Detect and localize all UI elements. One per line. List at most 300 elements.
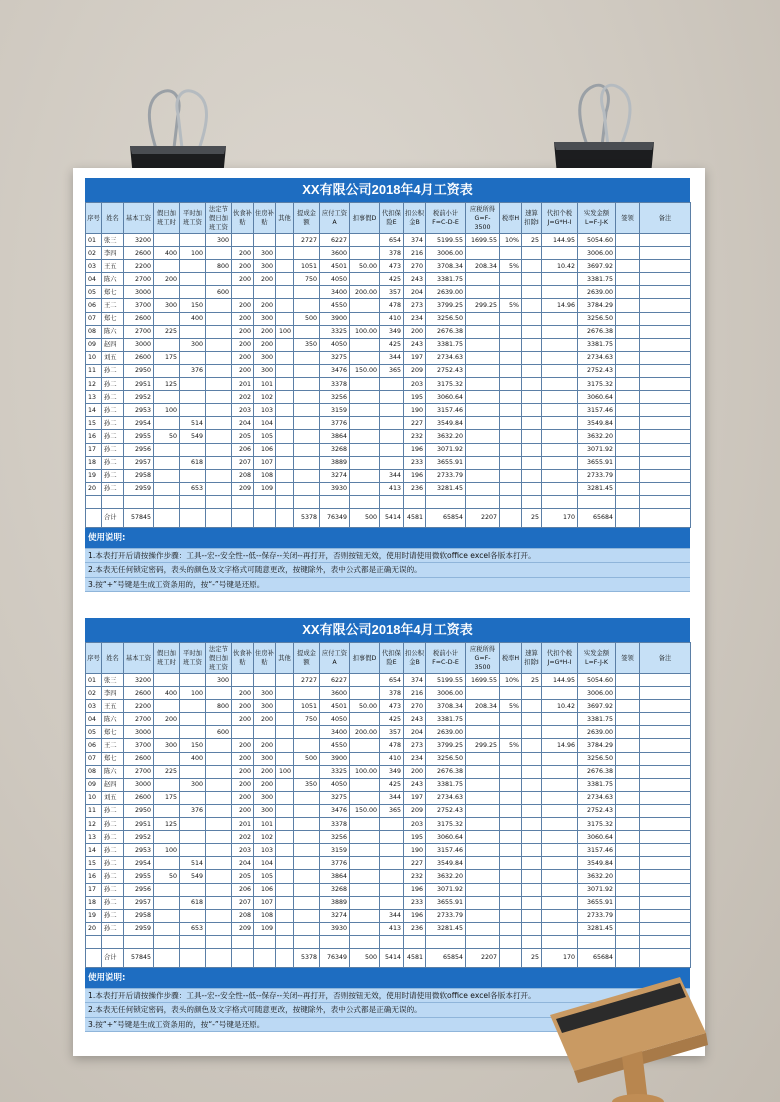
table-cell: 400 [180,752,206,765]
table-cell [640,818,691,831]
table-cell [276,909,294,922]
column-header: 法定节假日加班工资 [206,203,232,234]
table-cell: 200 [154,713,180,726]
table-cell [522,443,542,456]
table-cell: 2955 [124,430,154,443]
table-cell: 200 [232,312,254,325]
total-cell [500,508,522,527]
table-row [86,430,691,443]
table-cell: 3275 [320,351,350,364]
total-row [86,948,691,967]
table-cell: 410 [380,752,404,765]
table-cell: 2733.79 [426,909,466,922]
table-cell [466,778,500,791]
table-cell [180,674,206,687]
table-cell: 2676.38 [426,765,466,778]
table-cell: 3381.75 [426,273,466,286]
table-cell [232,234,254,247]
table-cell: 2959 [124,482,154,495]
usage-note: 3.按“+”号键是生成工资条用的，按“-”号键是还原。 [85,1018,690,1033]
table-cell: 3281.45 [578,922,616,935]
table-cell [500,831,522,844]
table-cell: 3697.92 [578,700,616,713]
table-cell: 3157.46 [578,404,616,417]
table-row [86,404,691,417]
table-cell [640,778,691,791]
table-cell [640,443,691,456]
table-cell: 195 [404,391,426,404]
table-cell [616,818,640,831]
table-cell: 3632.20 [578,870,616,883]
table-cell: 刘五 [102,791,124,804]
table-cell [466,247,500,260]
total-cell [180,948,206,967]
table-cell [500,469,522,482]
table-cell: 3381.75 [426,778,466,791]
table-cell [640,234,691,247]
table-cell: 100 [180,687,206,700]
table-cell [380,443,404,456]
table-cell [616,443,640,456]
table-cell [294,299,320,312]
usage-note: 1.本表打开后请按操作步骤：工具--宏--安全性--低--保存--关闭--再打开，否则按钮无效，使用时请使用微软office excel各版本打开。 [85,989,690,1004]
table-cell: 3655.91 [426,896,466,909]
total-cell: 65684 [578,508,616,527]
table-cell [542,351,578,364]
table-cell [616,857,640,870]
table-cell [154,922,180,935]
table-cell [616,831,640,844]
table-cell [404,935,426,948]
table-cell: 4550 [320,299,350,312]
column-header: 基本工资 [124,203,154,234]
table-cell [206,752,232,765]
table-cell: 孙二 [102,456,124,469]
table-cell [522,325,542,338]
table-cell: 18 [86,456,102,469]
table-cell: 2959 [124,922,154,935]
column-header: 代扣保险E [380,203,404,234]
table-cell [294,456,320,469]
table-cell [616,713,640,726]
table-cell [500,456,522,469]
table-cell: 3381.75 [578,713,616,726]
table-cell: 654 [380,234,404,247]
table-row [86,286,691,299]
usage-notes [85,548,690,593]
table-cell: 200 [404,765,426,778]
table-cell [254,726,276,739]
table-cell: 3889 [320,456,350,469]
table-cell: 5054.60 [578,234,616,247]
table-cell: 500 [294,752,320,765]
table-cell: 2734.63 [426,351,466,364]
table-cell: 203 [404,378,426,391]
table-cell: 3930 [320,922,350,935]
table-cell [180,443,206,456]
table-cell: 300 [254,260,276,273]
table-cell: 200 [254,273,276,286]
table-cell: 300 [180,778,206,791]
table-cell: 478 [380,299,404,312]
table-cell [206,909,232,922]
table-cell: 2734.63 [578,791,616,804]
column-header: 应税所得G=F-3500 [466,203,500,234]
table-cell [294,351,320,364]
table-cell [522,857,542,870]
table-cell [294,482,320,495]
table-cell: 202 [232,391,254,404]
table-cell: 2958 [124,909,154,922]
table-cell [500,752,522,765]
table-cell: 06 [86,299,102,312]
table-cell [542,417,578,430]
table-cell [294,883,320,896]
table-cell [294,857,320,870]
table-cell [500,818,522,831]
table-cell: 3281.45 [426,922,466,935]
table-cell [294,726,320,739]
table-cell: 3799.25 [426,299,466,312]
table-cell: 300 [206,674,232,687]
table-cell: 5% [500,700,522,713]
total-cell [616,948,640,967]
table-cell: 3655.91 [578,896,616,909]
table-cell [542,312,578,325]
table-cell [500,378,522,391]
table-cell [180,234,206,247]
table-cell [640,831,691,844]
table-cell: 144.95 [542,674,578,687]
table-cell [232,726,254,739]
column-header: 税率H [500,203,522,234]
table-cell [522,870,542,883]
total-cell: 合计 [102,508,124,527]
total-cell [154,948,180,967]
table-cell [276,818,294,831]
table-cell [640,739,691,752]
table-cell [542,922,578,935]
table-cell: 300 [254,804,276,817]
table-cell [500,482,522,495]
table-cell: 374 [404,674,426,687]
table-cell: 郑七 [102,726,124,739]
table-cell: 236 [404,482,426,495]
table-cell: 孙二 [102,909,124,922]
table-cell: 3549.84 [426,857,466,870]
column-header: 假日加班工时 [154,643,180,674]
table-cell [180,883,206,896]
table-row [86,831,691,844]
total-cell: 5378 [294,508,320,527]
column-header: 法定节假日加班工资 [206,643,232,674]
table-cell: 50.00 [350,700,380,713]
table-cell: 618 [180,896,206,909]
table-cell [350,312,380,325]
table-cell [276,299,294,312]
table-row [86,495,691,508]
table-cell [640,935,691,948]
payroll-sheet-2 [85,618,690,1032]
usage-note: 2.本表无任何锁定密码，表头的颜色及文字格式可随意更改，按键除外，表中公式都是正确无误的。 [85,1003,690,1018]
table-cell [500,935,522,948]
table-cell [206,883,232,896]
table-cell [542,857,578,870]
table-row [86,791,691,804]
table-cell [542,831,578,844]
table-cell [206,364,232,377]
table-cell [206,831,232,844]
table-cell: 413 [380,922,404,935]
table-cell [154,831,180,844]
table-cell [640,404,691,417]
table-cell: 3006.00 [578,687,616,700]
total-cell: 57845 [124,948,154,967]
table-cell: 08 [86,325,102,338]
table-cell: 200 [254,713,276,726]
table-cell: 200 [154,273,180,286]
table-cell [276,391,294,404]
column-header: 代扣保险E [380,643,404,674]
table-cell [102,495,124,508]
table-cell: 4050 [320,338,350,351]
table-cell: 104 [254,857,276,870]
table-cell [542,404,578,417]
table-cell: 陈六 [102,713,124,726]
table-cell [350,687,380,700]
table-cell [522,417,542,430]
table-cell: 2957 [124,456,154,469]
table-cell [276,739,294,752]
table-cell [640,482,691,495]
table-cell [640,273,691,286]
table-cell [522,791,542,804]
table-cell [466,883,500,896]
table-cell [616,338,640,351]
table-cell [466,713,500,726]
table-cell [522,456,542,469]
table-cell: 2951 [124,378,154,391]
table-cell [500,443,522,456]
column-header: 应税所得G=F-3500 [466,643,500,674]
column-header: 姓名 [102,643,124,674]
table-cell: 郑七 [102,286,124,299]
total-cell [254,948,276,967]
table-cell: 200 [232,338,254,351]
table-cell [206,443,232,456]
table-cell [616,752,640,765]
table-cell: 17 [86,443,102,456]
table-cell [466,687,500,700]
table-cell: 3256 [320,391,350,404]
table-cell [522,299,542,312]
table-cell [466,818,500,831]
table-cell: 陈六 [102,273,124,286]
table-cell: 3632.20 [426,430,466,443]
table-cell [640,674,691,687]
column-header: 平时加班工资 [180,643,206,674]
table-cell [640,700,691,713]
table-cell: 2676.38 [426,325,466,338]
table-cell [500,883,522,896]
table-cell: 孙二 [102,922,124,935]
table-cell [154,312,180,325]
table-cell: 150.00 [350,364,380,377]
table-cell: 14.96 [542,299,578,312]
table-cell [522,351,542,364]
table-cell: 50 [154,430,180,443]
table-cell: 2952 [124,831,154,844]
table-cell: 105 [254,430,276,443]
table-cell: 197 [404,351,426,364]
table-cell: 196 [404,443,426,456]
table-cell: 3889 [320,896,350,909]
table-cell: 410 [380,312,404,325]
table-cell: 孙二 [102,844,124,857]
column-header: 伙食补贴 [232,203,254,234]
table-cell: 李四 [102,687,124,700]
table-cell [206,791,232,804]
table-cell: 2953 [124,844,154,857]
table-cell: 200.00 [350,286,380,299]
table-cell [276,286,294,299]
table-cell [640,495,691,508]
table-cell [466,896,500,909]
table-cell: 2734.63 [578,351,616,364]
column-header: 速算扣除I [522,643,542,674]
table-cell: 3381.75 [426,338,466,351]
table-cell [616,883,640,896]
table-cell: 473 [380,260,404,273]
table-cell [206,495,232,508]
table-cell: 378 [380,247,404,260]
table-cell: 孙二 [102,404,124,417]
table-cell [640,325,691,338]
table-cell: 514 [180,857,206,870]
table-cell [350,896,380,909]
table-cell [542,791,578,804]
table-cell [276,247,294,260]
table-cell [640,687,691,700]
table-cell [542,935,578,948]
table-cell [500,364,522,377]
table-cell [350,378,380,391]
table-cell [542,469,578,482]
table-cell [276,778,294,791]
table-cell: 2676.38 [578,325,616,338]
table-cell [616,469,640,482]
table-cell: 孙二 [102,870,124,883]
table-cell [206,687,232,700]
table-cell [640,870,691,883]
table-cell: 2639.00 [426,726,466,739]
table-cell [294,844,320,857]
table-cell: 200 [232,260,254,273]
table-cell: 203 [232,844,254,857]
table-cell [206,896,232,909]
table-cell: 175 [154,791,180,804]
table-cell [522,896,542,909]
table-cell [180,378,206,391]
table-cell [180,495,206,508]
table-cell: 618 [180,456,206,469]
table-cell: 3799.25 [426,739,466,752]
table-cell [276,870,294,883]
column-header: 其他 [276,203,294,234]
table-cell: 孙二 [102,831,124,844]
total-cell: 500 [350,508,380,527]
table-cell: 201 [232,818,254,831]
table-row [86,687,691,700]
table-cell [154,883,180,896]
column-header: 序号 [86,203,102,234]
table-cell [640,804,691,817]
table-cell [466,870,500,883]
column-header: 速算扣除I [522,203,542,234]
table-cell: 10 [86,351,102,364]
table-row [86,922,691,935]
table-cell [350,713,380,726]
table-cell: 3006.00 [578,247,616,260]
table-cell [522,430,542,443]
table-cell [276,482,294,495]
table-cell: 孙二 [102,378,124,391]
table-cell: 376 [180,804,206,817]
table-cell [154,896,180,909]
table-cell [154,417,180,430]
table-cell: 1699.55 [466,234,500,247]
usage-notes-heading: 使用说明: [85,968,690,988]
table-cell: 300 [154,299,180,312]
table-cell: 3274 [320,909,350,922]
table-cell: 17 [86,883,102,896]
table-cell [276,883,294,896]
table-cell: 14.96 [542,739,578,752]
column-header: 实发金额L=F-J-K [578,203,616,234]
table-cell: 206 [232,443,254,456]
table-cell: 204 [404,726,426,739]
total-cell: 25 [522,508,542,527]
table-cell: 09 [86,778,102,791]
table-cell [206,378,232,391]
table-cell [206,778,232,791]
table-cell [542,325,578,338]
table-cell [500,844,522,857]
table-cell: 500 [294,312,320,325]
table-cell [350,935,380,948]
total-row [86,508,691,527]
table-cell: 227 [404,857,426,870]
table-cell: 200 [232,325,254,338]
table-row [86,870,691,883]
table-cell: 2752.43 [426,804,466,817]
table-cell [500,778,522,791]
column-header: 提成金额 [294,203,320,234]
table-cell: 200 [232,804,254,817]
total-cell [640,508,691,527]
table-cell: 3256.50 [578,752,616,765]
table-cell [276,804,294,817]
table-cell [522,909,542,922]
table-cell: 125 [154,818,180,831]
table-cell: 3175.32 [426,378,466,391]
table-cell: 2954 [124,417,154,430]
table-cell: 3655.91 [578,456,616,469]
table-cell [180,909,206,922]
table-cell [294,364,320,377]
table-cell: 374 [404,234,426,247]
table-cell [542,430,578,443]
